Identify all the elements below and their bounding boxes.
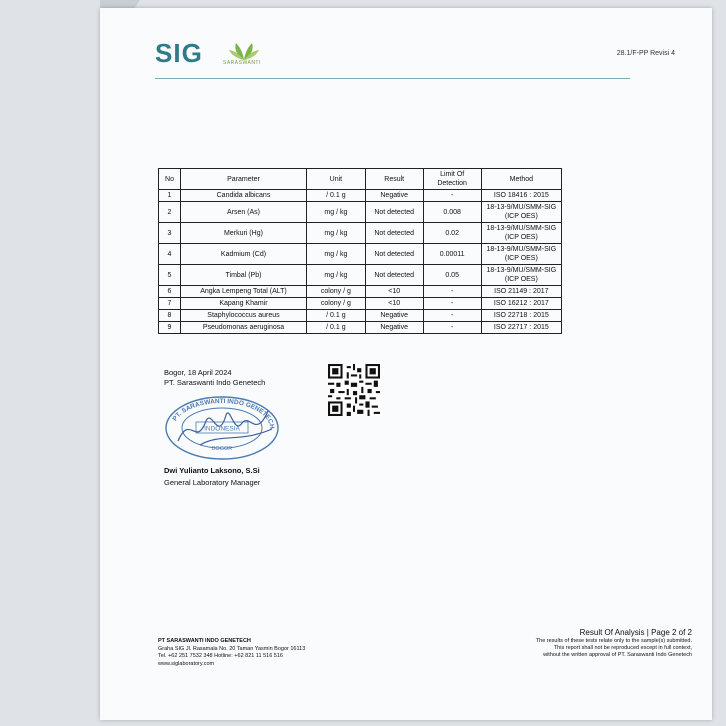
stamp-city-text: BOGOR bbox=[211, 446, 233, 452]
table-header-row bbox=[159, 169, 562, 190]
cell-unit: mg / kg bbox=[306, 202, 365, 223]
cell-no: 3 bbox=[159, 223, 181, 244]
cell-unit: / 0.1 g bbox=[306, 322, 365, 334]
cell-parameter: Candida albicans bbox=[180, 190, 306, 202]
cell-method: 18-13-9/MU/SMM-SIG (ICP OES) bbox=[481, 265, 561, 286]
document-page bbox=[100, 8, 712, 720]
cell-no: 2 bbox=[159, 202, 181, 223]
table-row bbox=[159, 265, 562, 286]
footer-report-info bbox=[432, 628, 692, 659]
header-divider bbox=[155, 78, 630, 79]
cell-no: 9 bbox=[159, 322, 181, 334]
cell-no: 8 bbox=[159, 310, 181, 322]
cell-result: Not detected bbox=[365, 202, 423, 223]
col-header-no: No bbox=[159, 169, 181, 190]
cell-method: 18-13-9/MU/SMM-SIG (ICP OES) bbox=[481, 223, 561, 244]
col-header-parameter: Parameter bbox=[180, 169, 306, 190]
cell-limit: - bbox=[423, 286, 481, 298]
disclaimer-line-3: without the written approval of PT. Saraswanti Indo Genetech bbox=[543, 652, 692, 658]
cell-no: 7 bbox=[159, 298, 181, 310]
cell-limit: 0.008 bbox=[423, 202, 481, 223]
table-row bbox=[159, 310, 562, 322]
cell-result: Negative bbox=[365, 190, 423, 202]
table-row bbox=[159, 298, 562, 310]
cell-result: Not detected bbox=[365, 244, 423, 265]
cell-unit: mg / kg bbox=[306, 223, 365, 244]
footer-website: www.siglaboratory.com bbox=[158, 660, 215, 667]
cell-unit: colony / g bbox=[306, 286, 365, 298]
cell-method: ISO 22718 : 2015 bbox=[481, 310, 561, 322]
sig-logo: SIG bbox=[155, 38, 203, 68]
logo-subtext: SARASWANTI bbox=[223, 60, 261, 66]
analysis-results-table bbox=[158, 168, 562, 334]
cell-limit: 0.05 bbox=[423, 265, 481, 286]
cell-result: <10 bbox=[365, 286, 423, 298]
document-header bbox=[155, 38, 675, 70]
cell-limit: - bbox=[423, 298, 481, 310]
cell-parameter: Merkuri (Hg) bbox=[180, 223, 306, 244]
col-header-unit: Unit bbox=[306, 169, 365, 190]
signatory-name: Dwi Yulianto Laksono, S.Si bbox=[164, 466, 260, 475]
col-header-limit: Limit Of Detection bbox=[423, 169, 481, 190]
qr-code-icon bbox=[328, 364, 380, 416]
footer-contact: Tel. +62 251 7532 348 Hotline: +62 821 11 516 516 bbox=[158, 653, 283, 659]
cell-parameter: Kapang Khamir bbox=[180, 298, 306, 310]
col-header-result: Result bbox=[365, 169, 423, 190]
cell-limit: - bbox=[423, 322, 481, 334]
cell-parameter: Timbal (Pb) bbox=[180, 265, 306, 286]
cell-parameter: Angka Lempeng Total (ALT) bbox=[180, 286, 306, 298]
disclaimer-line-1: The results of these tests relate only to the sample(s) submitted. bbox=[535, 638, 692, 644]
signature-company: PT. Saraswanti Indo Genetech bbox=[164, 378, 266, 387]
footer-company-info bbox=[158, 638, 305, 668]
cell-unit: mg / kg bbox=[306, 244, 365, 265]
cell-result: Not detected bbox=[365, 223, 423, 244]
cell-limit: 0.00011 bbox=[423, 244, 481, 265]
cell-unit: / 0.1 g bbox=[306, 310, 365, 322]
table-row bbox=[159, 322, 562, 334]
signatory-title: General Laboratory Manager bbox=[164, 478, 261, 487]
cell-limit: 0.02 bbox=[423, 223, 481, 244]
stamp-text: PT. SARASWANTI INDO GENETECH bbox=[171, 397, 276, 430]
cell-limit: - bbox=[423, 190, 481, 202]
cell-method: ISO 22717 : 2015 bbox=[481, 322, 561, 334]
table-row bbox=[159, 202, 562, 223]
footer-address: Graha SIG Jl. Rasamala No. 20 Taman Yasmin Bogor 16113 bbox=[158, 645, 306, 652]
cell-method: ISO 21149 : 2017 bbox=[481, 286, 561, 298]
disclaimer-line-2: This report shall not be reproduced except in full context, bbox=[553, 645, 692, 651]
cell-parameter: Kadmium (Cd) bbox=[180, 244, 306, 265]
cell-method: 18-13-9/MU/SMM-SIG (ICP OES) bbox=[481, 202, 561, 223]
cell-result: Negative bbox=[365, 322, 423, 334]
footer-company-name: PT SARASWANTI INDO GENETECH bbox=[158, 638, 251, 644]
cell-no: 4 bbox=[159, 244, 181, 265]
cell-no: 5 bbox=[159, 265, 181, 286]
cell-method: 18-13-9/MU/SMM-SIG (ICP OES) bbox=[481, 244, 561, 265]
cell-method: ISO 16212 : 2017 bbox=[481, 298, 561, 310]
signature-date: Bogor, 18 April 2024 bbox=[164, 368, 232, 377]
cell-unit: mg / kg bbox=[306, 265, 365, 286]
cell-no: 1 bbox=[159, 190, 181, 202]
cell-method: ISO 18416 : 2015 bbox=[481, 190, 561, 202]
table-row bbox=[159, 244, 562, 265]
revision-code: 28.1/F-PP Revisi 4 bbox=[616, 50, 675, 57]
cell-result: <10 bbox=[365, 298, 423, 310]
table-row bbox=[159, 223, 562, 244]
cell-unit: colony / g bbox=[306, 298, 365, 310]
cell-parameter: Arsen (As) bbox=[180, 202, 306, 223]
cell-parameter: Pseudomonas aeruginosa bbox=[180, 322, 306, 334]
cell-no: 6 bbox=[159, 286, 181, 298]
cell-unit: / 0.1 g bbox=[306, 190, 365, 202]
col-header-method: Method bbox=[481, 169, 561, 190]
table-row bbox=[159, 286, 562, 298]
table-row bbox=[159, 190, 562, 202]
cell-limit: - bbox=[423, 310, 481, 322]
company-stamp-icon bbox=[160, 393, 290, 463]
cell-result: Negative bbox=[365, 310, 423, 322]
cell-result: Not detected bbox=[365, 265, 423, 286]
stamp-center-text: INDONESIA bbox=[204, 425, 240, 433]
page-label: Result Of Analysis | Page 2 of 2 bbox=[579, 628, 692, 637]
cell-parameter: Staphylococcus aureus bbox=[180, 310, 306, 322]
